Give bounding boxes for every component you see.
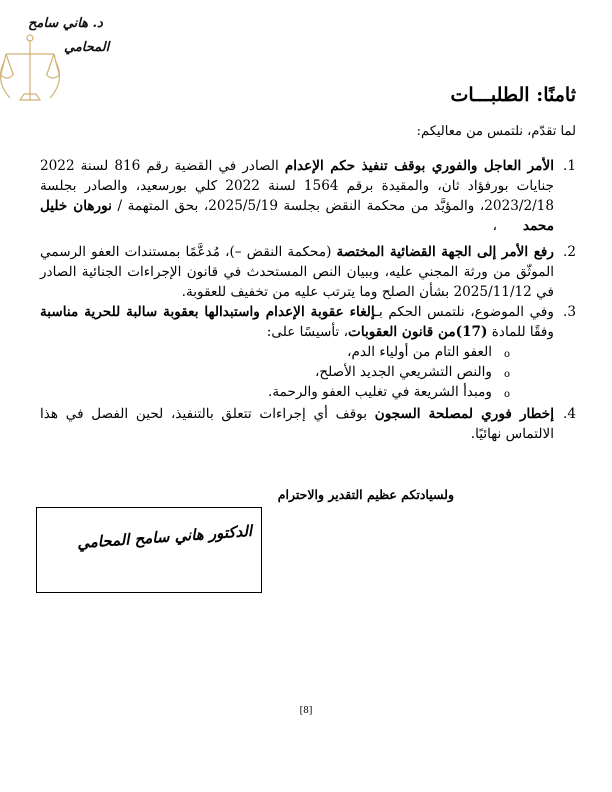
signature-box <box>36 507 262 593</box>
sub-item-text: والنص التشريعي الجديد الأصلح، <box>314 364 492 380</box>
item-bold-lead: الأمر العاجل والفوري بوقف تنفيذ حكم الإعدام <box>284 158 554 174</box>
bullet-icon: o <box>503 389 510 400</box>
letterhead <box>0 10 110 110</box>
item-number: 4. <box>563 406 576 422</box>
sub-list <box>40 342 554 402</box>
sub-item-text: ومبدأ الشريعة في تغليب العفو والرحمة. <box>268 384 492 400</box>
sub-item-text: العفو التام من أولياء الدم، <box>347 344 492 360</box>
section-heading: ثامنًا: الطلبـــات <box>450 84 576 106</box>
item-text: بوقف أي إجراءات تتعلق بالتنفيذ، لحين الفصل في هذا الالتماس نهائيًا. <box>40 406 554 442</box>
handwritten-signature: الدكتور هاني سامح المحامي <box>76 521 253 553</box>
requests-list <box>40 156 576 444</box>
item-bold-lead: رفع الأمر إلى الجهة القضائية المختصة <box>336 244 554 260</box>
item-text: الصادر في القضية رقم 816 لسنة 2022 جنايات بورفؤاد ثان، والمقيدة برقم 1564 لسنة 2022 كلي بورسعيد، والصادر بجلسة 2023/2/18، والمؤيَّد من محكمة النقض بجلسة 2025/5/19، بحق المتهمة / <box>40 158 554 214</box>
letterhead-title: المحامي <box>64 40 110 55</box>
item-bold-lead: إلغاء عقوبة الإعدام واستبدالها بعقوبة سالبة للحرية مناسبة <box>40 304 376 320</box>
list-item <box>40 242 576 302</box>
intro-text: لما تقدّم، نلتمس من معاليكم: <box>416 124 576 139</box>
sub-list-item <box>40 382 510 402</box>
item-tail: ، <box>492 218 523 234</box>
item-number: 3. <box>563 304 576 320</box>
item-number: 1. <box>563 158 576 174</box>
item-mid: وفقًا للمادة <box>487 324 554 340</box>
scales-of-justice-logo <box>0 30 60 110</box>
page-number: [8] <box>299 706 313 716</box>
item-pre: وفي الموضوع، نلتمس الحكم بـ <box>375 304 554 320</box>
list-item <box>40 404 576 444</box>
item-number: 2. <box>563 244 576 260</box>
sub-list-item <box>40 362 510 382</box>
letterhead-name: د. هاني سامح <box>28 16 103 31</box>
item-bold-name: نورهان خليل محمد <box>40 198 554 234</box>
item-text: (محكمة النقض –)، مُدعَّمًا بمستندات العفو الرسمي الموثّق من ورثة المجني عليه، وببيان النص المستحدث في قانون الإجراءات الجنائية الصادر في 2025/11/12 بشأن الصلح وما يترتب عليه من تخفيف للعقوبة. <box>40 244 554 300</box>
list-item <box>40 156 576 236</box>
bullet-icon: o <box>503 349 510 360</box>
list-item <box>40 302 576 402</box>
closing-salutation: ولسيادتكم عظيم التقدير والاحترام <box>277 487 454 502</box>
item-bold-mid: (17)من قانون العقوبات <box>348 324 488 340</box>
item-text: ، تأسيسًا على: <box>266 324 349 340</box>
sub-list-item <box>40 342 510 362</box>
item-bold-lead: إخطار فوري لمصلحة السجون <box>374 406 554 422</box>
bullet-icon: o <box>503 369 510 380</box>
